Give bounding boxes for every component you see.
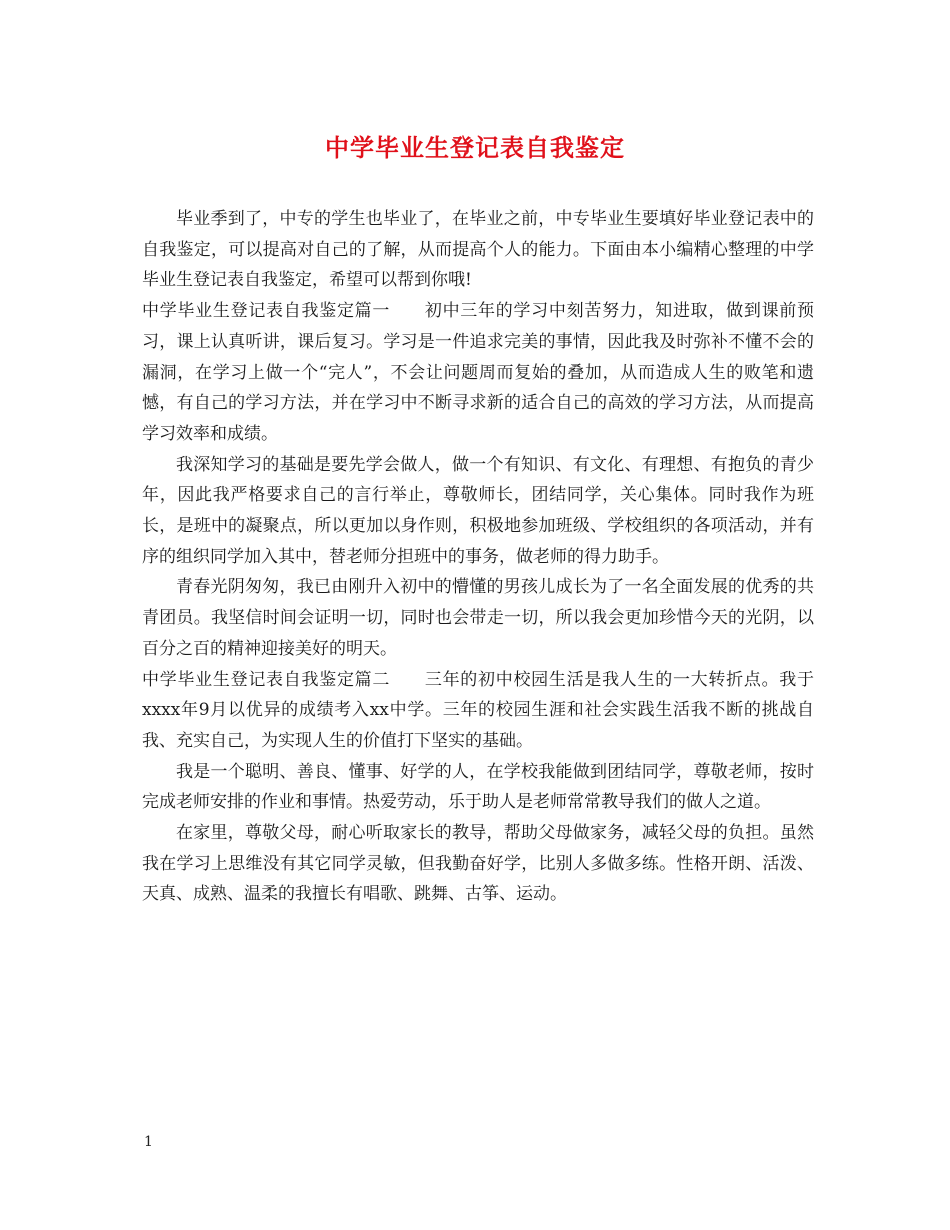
section2-lead: 三年的初中校园生活是我人生的一大转折点。我于xxxx年9月以优异的成绩考入xx中学。三年的校园生涯和社会实践生活我不断的挑战自我、充实自己，为实现人生的价值打下坚实的基础。 — [142, 669, 815, 751]
section1-heading: 中学毕业生登记表自我鉴定篇一 — [142, 301, 391, 322]
intro-paragraph: 毕业季到了，中专的学生也毕业了，在毕业之前，中专毕业生要填好毕业登记表中的自我鉴定，可以提高对自己的了解，从而提高个人的能力。下面由本小编精心整理的中学毕业生登记表自我鉴定，希望可以帮到你哦! — [142, 209, 814, 291]
section1-lead: 初中三年的学习中刻苦努力，知进取，做到课前预习，课上认真听讲，课后复习。学习是一件追求完美的事情，因此我及时弥补不懂不会的漏洞，在学习上做一个“完人”，不会让问题周而复始的叠加，从而造成人生的败笔和遗憾，有自己的学习方法，并在学习中不断寻求新的适合自己的高效的学习方法，从而提高学习效率和成绩。 — [142, 301, 815, 444]
section1-paragraph — [142, 296, 814, 450]
section1-body-paragraph: 我深知学习的基础是要先学会做人，做一个有知识、有文化、有理想、有抱负的青少年，因此我严格要求自己的言行举止，尊敬师长，团结同学，关心集体。同时我作为班长，是班中的凝聚点，所以更加以身作则，积极地参加班级、学校组织的各项活动，并有序的组织同学加入其中，替老师分担班中的事务，做老师的得力助手。 — [142, 454, 814, 567]
document-title: 中学毕业生登记表自我鉴定 — [325, 133, 625, 162]
section2-body-paragraph: 在家里，尊敬父母，耐心听取家长的教导，帮助父母做家务，减轻父母的负担。虽然我在学习上思维没有其它同学灵敏，但我勤奋好学，比别人多做多练。性格开朗、活泼、天真、成熟、温柔的我擅长有唱歌、跳舞、古筝、运动。 — [142, 823, 814, 905]
document-body — [142, 204, 814, 910]
section2-heading: 中学毕业生登记表自我鉴定篇二 — [142, 669, 391, 690]
section2-body-paragraph: 我是一个聪明、善良、懂事、好学的人，在学校我能做到团结同学，尊敬老师，按时完成老师安排的作业和事情。热爱劳动，乐于助人是老师常常教导我们的做人之道。 — [142, 761, 814, 813]
section2-paragraph — [142, 665, 814, 757]
page-number: 1 — [144, 1134, 153, 1150]
section1-body-paragraph: 青春光阴匆匆，我已由刚升入初中的懵懂的男孩儿成长为了一名全面发展的优秀的共青团员。我坚信时间会证明一切，同时也会带走一切，所以我会更加珍惜今天的光阴，以百分之百的精神迎接美好的明天。 — [142, 577, 814, 659]
